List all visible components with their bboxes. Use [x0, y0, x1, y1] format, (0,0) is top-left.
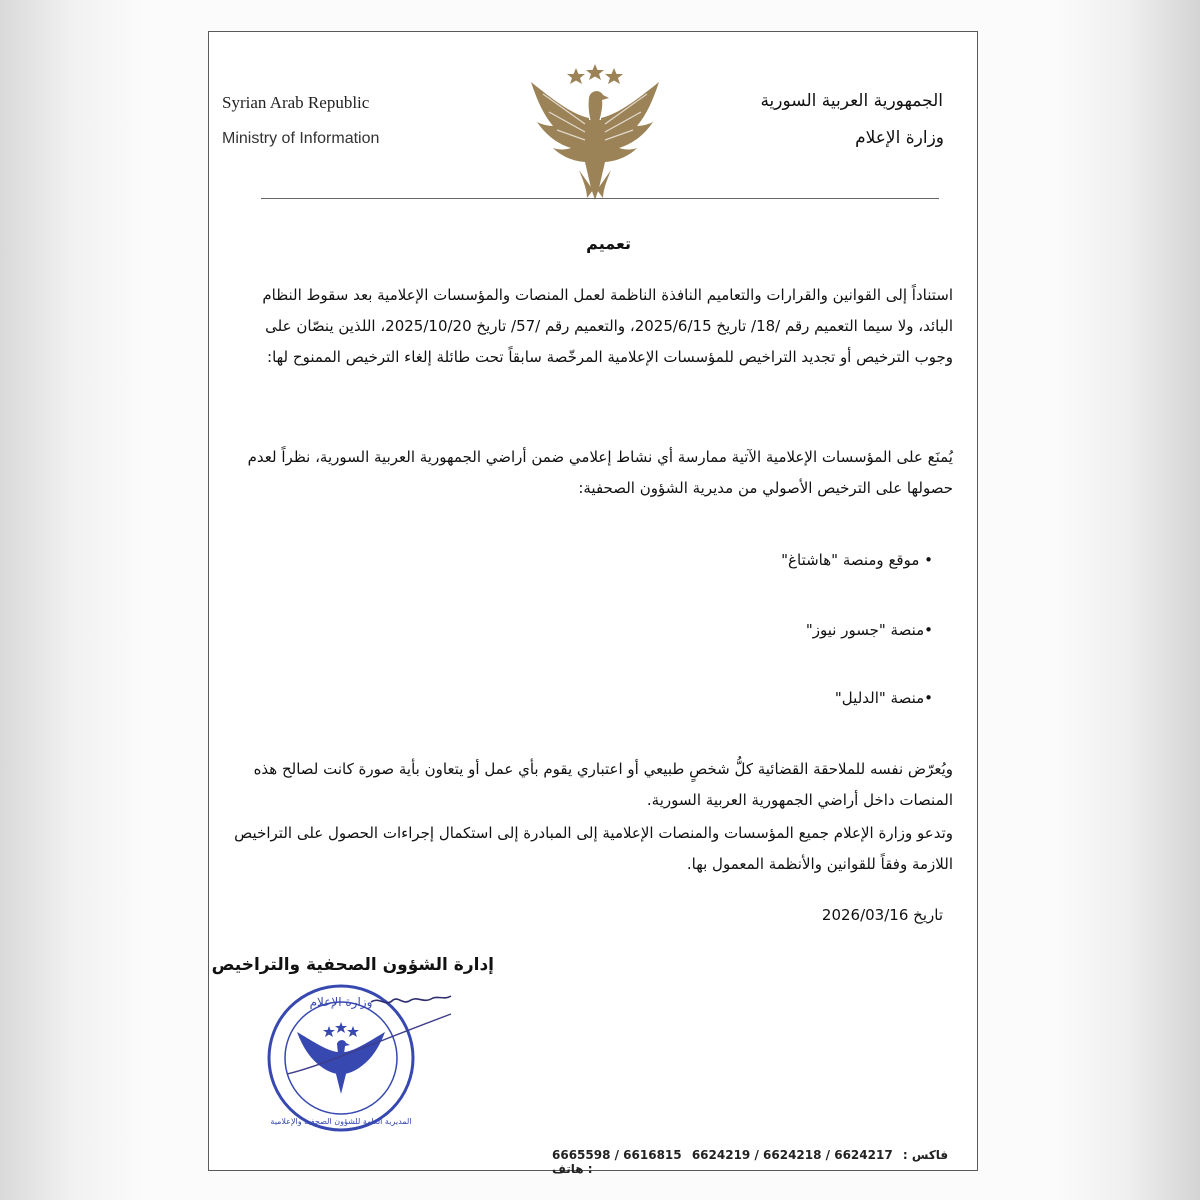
phone-numbers: 6624217 / 6624218 / 6624219 — [691, 1148, 893, 1162]
stamp-bottom-text: المديرية العامة للشؤون الصحفية والإعلامية — [270, 1117, 412, 1126]
fax-numbers: 6665598 / 6616815 — [552, 1148, 682, 1162]
official-stamp-icon — [251, 974, 461, 1144]
ban-paragraph: يُمنَع على المؤسسات الإعلامية الآتية ممارسة أي نشاط إعلامي ضمن أراضي الجمهورية العربية السورية، نظراً لعدم حصولها على الترخيص الأصولي من مديرية الشؤون الصحفية: — [247, 448, 953, 497]
eagle-emblem-icon — [527, 62, 663, 206]
banned-platform-item: •منصة "الدليل" — [834, 689, 933, 707]
phone-label: هاتف : — [552, 1162, 593, 1176]
intro-paragraph: استناداً إلى القوانين والقرارات والتعاميم النافذة الناظمة لعمل المنصات والمؤسسات الإعلامية بعد سقوط النظام البائد، ولا سيما التعميم رقم /18/ تاريخ 2025/6/15، والتعميم رقم /57/ تاريخ 2025/10/20، اللذين ينصّان على وجوب الترخيص أو تجديد التراخيص للمؤسسات الإعلامية المرخّصة سابقاً تحت طائلة إلغاء الترخيص الممنوح لها: — [262, 286, 953, 366]
header-country-ar: الجمهورية العربية السورية — [760, 91, 943, 111]
header-country-en: Syrian Arab Republic — [222, 93, 370, 112]
header-divider — [261, 198, 939, 199]
signature-title: إدارة الشؤون الصحفية والتراخيص — [211, 955, 494, 975]
stamp-top-text: وزارة الإعلام — [309, 995, 373, 1009]
contact-footer — [549, 1148, 977, 1176]
banned-platform-item: • موقع ومنصة "هاشتاغ" — [781, 551, 933, 569]
header-ministry-ar: وزارة الإعلام — [855, 128, 944, 148]
document-date: تاريخ 2026/03/16 — [821, 906, 943, 924]
document-title: تعميم — [586, 234, 631, 253]
header-ministry-en: Ministry of Information — [222, 130, 380, 147]
invitation-paragraph: وتدعو وزارة الإعلام جميع المؤسسات والمنصات الإعلامية إلى المبادرة إلى استكمال إجراءات الحصول على التراخيص اللازمة وفقاً للقوانين والأنظمة المعمول بها. — [234, 824, 953, 873]
banned-platform-item: •منصة "جسور نيوز" — [805, 621, 933, 639]
consequence-paragraph: ويُعرّض نفسه للملاحقة القضائية كلُّ شخصٍ طبيعي أو اعتباري يقوم بأي عمل أو يتعاون بأية صورة كانت لصالح هذه المنصات داخل أراضي الجمهورية العربية السورية. — [253, 760, 953, 809]
document-sheet — [208, 31, 978, 1176]
fax-label: فاكس : — [902, 1148, 949, 1162]
